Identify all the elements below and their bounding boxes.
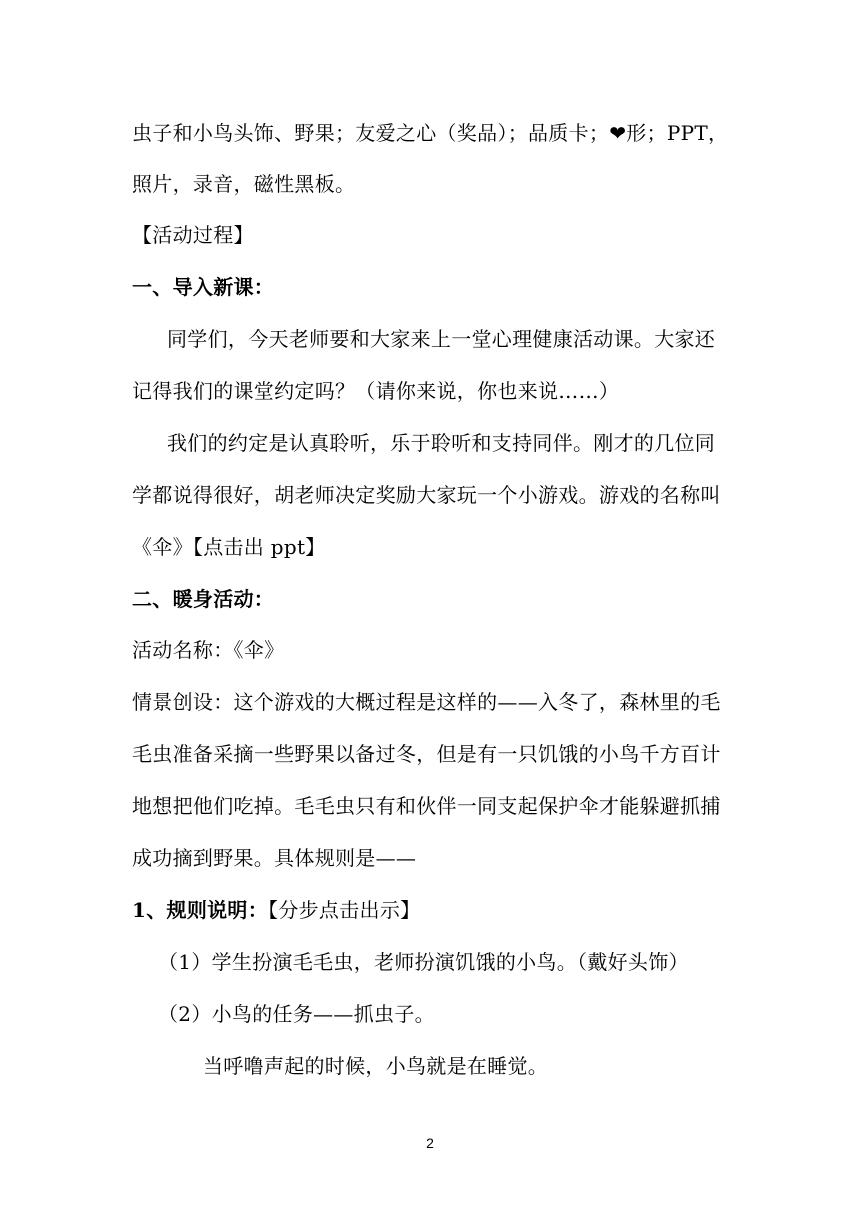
page-number: 2: [426, 1135, 434, 1151]
heading-intro: 一、导入新课：: [132, 275, 275, 299]
rules-heading-label: 1、规则说明：: [132, 898, 269, 922]
paragraph-agreement-line-3: 《伞》【点击出 ppt】: [132, 535, 326, 559]
rule-item-1: （1）学生扮演毛毛虫，老师扮演饥饿的小鸟。（戴好头饰）: [158, 950, 689, 974]
section-heading-activity-process: 【活动过程】: [132, 223, 254, 247]
paragraph-agreement-line-2: 学都说得很好，胡老师决定奖励大家玩一个小游戏。游戏的名称叫: [132, 483, 721, 507]
paragraph-intro-line-1: 同学们，今天老师要和大家来上一堂心理健康活动课。大家还: [167, 327, 716, 351]
scenario-line-2: 毛虫准备采摘一些野果以备过冬，但是有一只饥饿的小鸟千方百计: [132, 742, 721, 766]
scenario-line-1: 情景创设：这个游戏的大概过程是这样的——入冬了，森林里的毛: [132, 690, 721, 714]
rules-heading-note: 【分步点击出示】: [268, 898, 421, 922]
scenario-line-3: 地想把他们吃掉。毛毛虫只有和伙伴一同支起保护伞才能躲避抓捕: [132, 794, 721, 818]
materials-line-1: 虫子和小鸟头饰、野果；友爱之心（奖品）；品质卡；❤形；PPT，: [132, 121, 729, 145]
paragraph-intro-line-2: 记得我们的课堂约定吗？（请你来说，你也来说……）: [132, 379, 620, 403]
rules-heading: [132, 897, 420, 923]
scenario-line-4: 成功摘到野果。具体规则是——: [132, 846, 417, 870]
heading-warmup: 二、暖身活动：: [132, 587, 275, 611]
rule-item-2-detail: 当呼噜声起的时候，小鸟就是在睡觉。: [203, 1054, 549, 1078]
paragraph-agreement-line-1: 我们的约定是认真聆听，乐于聆听和支持同伴。刚才的几位同: [167, 431, 716, 455]
materials-line-2: 照片，录音，磁性黑板。: [132, 172, 356, 196]
activity-name-line: 活动名称：《伞》: [132, 638, 285, 662]
rule-item-2: （2）小鸟的任务——抓虫子。: [158, 1002, 435, 1026]
